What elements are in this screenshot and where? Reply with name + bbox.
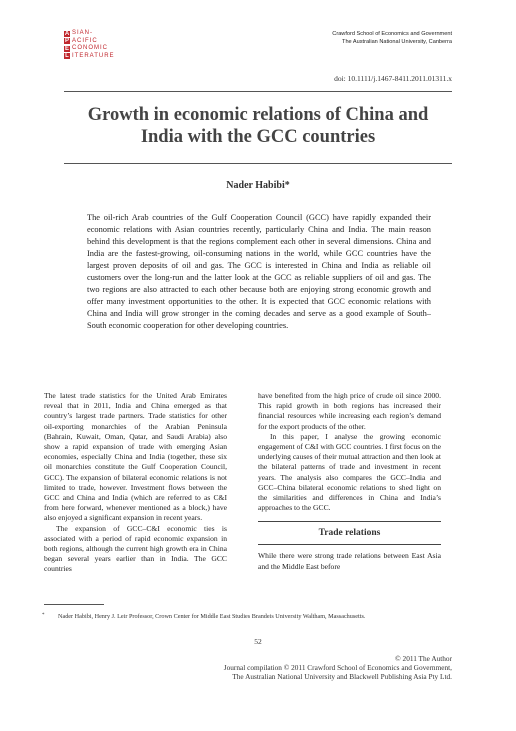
body-column-right bbox=[258, 391, 441, 572]
footnote-divider bbox=[44, 604, 104, 605]
logo-text: SIAN- bbox=[72, 30, 94, 37]
logo-text: ACIFIC bbox=[72, 37, 98, 44]
copyright-line: © 2011 The Author bbox=[395, 654, 452, 663]
logo-letter: L bbox=[65, 53, 69, 60]
footnote-text: Nader Habibi, Henry J. Leir Professor, Crown Center for Middle East Studies Brandeis University Waltham, Massachusetts. bbox=[58, 613, 366, 620]
doi-link[interactable]: doi: 10.1111/j.1467-8411.2011.01311.x bbox=[334, 74, 452, 83]
page-number: 52 bbox=[254, 637, 262, 646]
page-header bbox=[0, 0, 516, 83]
footnote-marker: * bbox=[42, 613, 45, 618]
title-line: India with the GCC countries bbox=[140, 127, 376, 147]
publisher-line: The Australian National University, Canberra bbox=[342, 38, 452, 45]
body-column-left bbox=[44, 391, 227, 575]
title-divider bbox=[64, 163, 452, 164]
publisher-info bbox=[332, 31, 452, 46]
author-name: Nader Habibi* bbox=[226, 180, 290, 191]
paragraph: have benefited from the high price of crude oil since 2000. This rapid growth in both regions has increased their financial resources while increasing each region’s demand for the export products of the other. bbox=[258, 391, 441, 431]
copyright-line: Journal compilation © 2011 Crawford School of Economics and Government, bbox=[223, 663, 452, 672]
paragraph: While there were strong trade relations between East Asia and the Middle East before bbox=[258, 551, 441, 571]
logo-text: CONOMIC bbox=[72, 45, 108, 52]
article-title bbox=[64, 104, 452, 148]
paragraph: The expansion of GCC–C&I economic ties is associated with a period of rapid economic expansion in both regions, although the current high growth era in China began several years earlier than in India. The GCC countries bbox=[44, 523, 227, 574]
paragraph: In this paper, I analyse the growing economic engagement of C&I with GCC countries. I first focus on the underlying causes of their mutual attraction and then look at the bilateral patterns of trade and investment in recent years. The analysis also compares the GCC–India and GCC–China bilateral economic relations to shed light on the similarities and differences in China and India’s approaches to the GCC. bbox=[258, 431, 441, 513]
logo-letter: P bbox=[64, 38, 69, 45]
logo-letter: E bbox=[64, 45, 69, 52]
header-divider bbox=[64, 91, 452, 92]
footnote bbox=[44, 613, 464, 621]
section-title: Trade relations bbox=[318, 528, 381, 539]
logo-letter: A bbox=[64, 30, 70, 37]
title-line: Growth in economic relations of China and bbox=[87, 105, 429, 125]
copyright-notice bbox=[224, 654, 452, 681]
logo-text: ITERATURE bbox=[72, 52, 115, 59]
journal-logo bbox=[64, 30, 164, 60]
paragraph: The latest trade statistics for the United Arab Emirates reveal that in 2011, India and China emerged as that country’s largest trade partners. Trade statistics for other oil-exporting monarchies of the Arabian Peninsula (Bahrain, Kuwait, Oman, Qatar, and Saudi Arabia) also show a rapid expansion of trade with emerging Asian economies, especially China and India (together, these six oil monarchies constitute the Gulf Cooperation Council, GCC). The expansion of bilateral economic relations is not limited to trade, however. Investment flows between the GCC and China and India (which are referred to as C&I from here forward, whenever mentioned as a block,) have also enjoyed a significant expansion in recent years. bbox=[44, 391, 227, 523]
publisher-line: Crawford School of Economics and Government bbox=[332, 31, 452, 37]
copyright-line: The Australian National University and Blackwell Publishing Asia Pty Ltd. bbox=[232, 672, 452, 681]
abstract: The oil-rich Arab countries of the Gulf Cooperation Council (GCC) have rapidly expanded their economic relations with Asian countries recently, particularly China and India. The main reason behind this development is that the regions complement each other in several dimensions. China and India are the fastest-growing, oil-consuming nations in the world, while GCC countries have the largest proven deposits of oil and gas. The GCC is interested in China and India as reliable oil customers over the long-run and the latter look at the GCC as reliable suppliers of oil and gas. The two regions are also attracted to each other because both are enjoying strong economic growth and offer many investment opportunities to the other. It is expected that GCC economic relations with China and India will grow stronger in the coming decades and serve as a good example of South–South economic cooperation for other developing countries. bbox=[87, 213, 431, 330]
